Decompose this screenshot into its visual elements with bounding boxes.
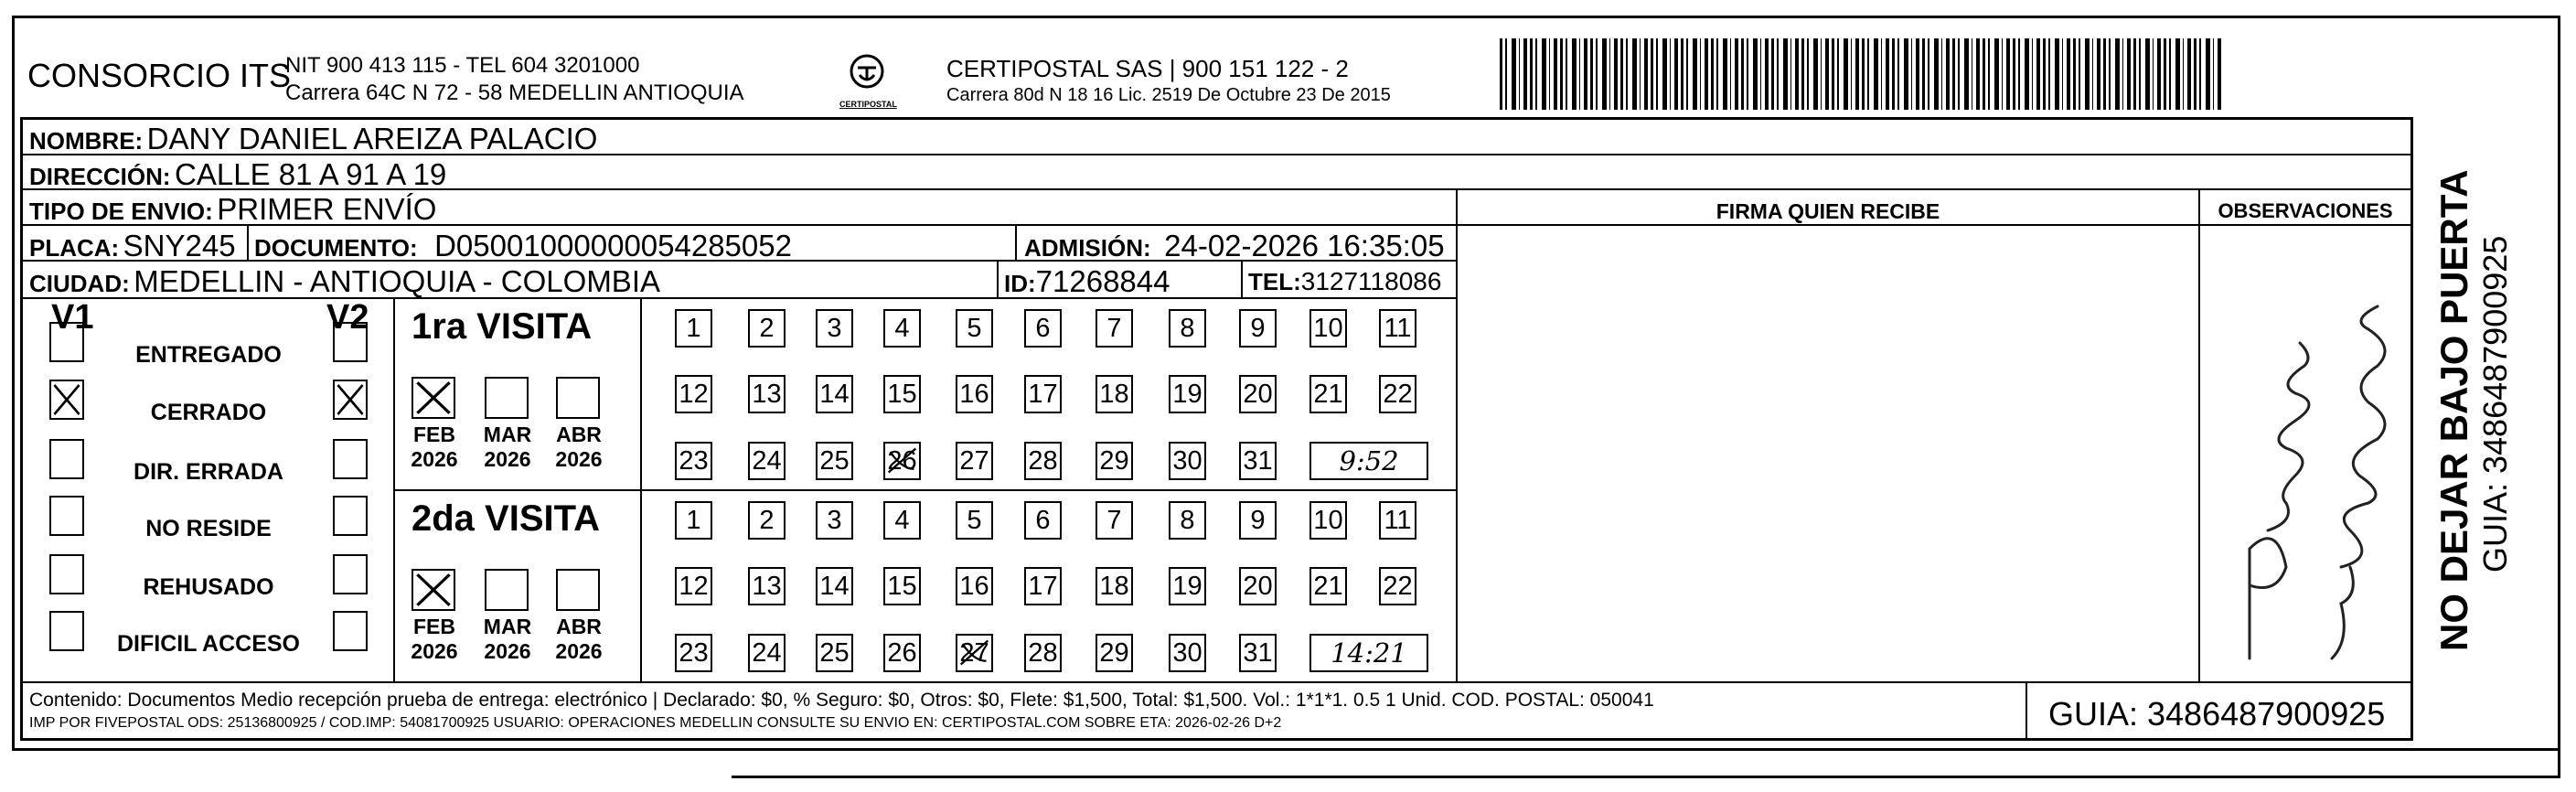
- v2-checkbox[interactable]: [333, 554, 368, 594]
- placa-row: [29, 229, 236, 263]
- day-number: 17: [1028, 380, 1058, 409]
- day-number: 19: [1172, 380, 1202, 409]
- day-cell-31[interactable]: [1239, 442, 1277, 480]
- day-number: 3: [827, 506, 842, 535]
- day-number: 31: [1243, 638, 1273, 668]
- nombre-row: [29, 122, 597, 156]
- day-cell-4[interactable]: [883, 309, 921, 348]
- footer-imp: IMP POR FIVEPOSTAL ODS: 25136800925 / COD.IMP: 54081700925 USUARIO: OPERACIONES MEDELLIN CONSULTE SU ENVIO EN: CERTIPOSTAL.COM SOBRE ETA: 2026-02-26 D+2: [29, 715, 1282, 731]
- day-number: 16: [959, 572, 989, 601]
- day-cell-23[interactable]: [675, 634, 712, 672]
- day-cell-3[interactable]: [816, 501, 853, 540]
- documento-row: [254, 229, 792, 263]
- day-number: 24: [752, 446, 782, 476]
- v1-header: V1: [51, 298, 94, 337]
- observaciones-header: OBSERVACIONES: [2218, 199, 2393, 222]
- day-number: 7: [1106, 314, 1122, 343]
- day-number: 4: [894, 506, 910, 535]
- v2-checkbox[interactable]: [333, 439, 368, 479]
- direccion-label: DIRECCIÓN:: [29, 163, 171, 190]
- v1-checkbox[interactable]: [49, 380, 84, 420]
- day-number: 12: [679, 380, 709, 409]
- month-year: 2026: [411, 447, 458, 471]
- day-number: 26: [887, 638, 917, 668]
- company-line1: NIT 900 413 115 - TEL 604 3201000: [285, 53, 640, 78]
- status-label: REHUSADO: [143, 574, 274, 600]
- day-cell-12[interactable]: [675, 567, 712, 605]
- tipo-row: [29, 192, 436, 227]
- day-number: 6: [1035, 506, 1051, 535]
- tipo-label: TIPO DE ENVIO:: [29, 198, 213, 225]
- day-cell-19[interactable]: [1169, 375, 1206, 413]
- day-number: 24: [752, 638, 782, 668]
- v2-checkbox[interactable]: [333, 496, 368, 536]
- day-number: 1: [686, 314, 701, 343]
- day-cell-9[interactable]: [1239, 501, 1277, 540]
- day-cell-21[interactable]: [1309, 375, 1347, 413]
- day-number: 2: [759, 314, 775, 343]
- day-cell-4[interactable]: [883, 501, 921, 540]
- status-label: CERRADO: [150, 400, 267, 425]
- day-number: 30: [1172, 446, 1202, 476]
- day-number: 19: [1172, 572, 1202, 601]
- day-cell-3[interactable]: [816, 309, 853, 348]
- month-year: 2026: [411, 639, 458, 663]
- day-number: 7: [1106, 506, 1122, 535]
- visit-time-cell[interactable]: 9:52: [1309, 442, 1428, 480]
- day-cell-27[interactable]: [956, 634, 993, 672]
- day-cell-14[interactable]: [816, 375, 853, 413]
- direccion-value: CALLE 81 A 91 A 19: [175, 157, 447, 191]
- month-label: [402, 615, 466, 664]
- day-cell-12[interactable]: [675, 375, 712, 413]
- day-cell-25[interactable]: [816, 442, 853, 480]
- day-number: 16: [959, 380, 989, 409]
- admision-label: ADMISIÓN:: [1024, 234, 1151, 262]
- day-cell-17[interactable]: [1024, 567, 1062, 605]
- tel-value: 3127118086: [1300, 267, 1442, 295]
- day-cell-13[interactable]: [748, 375, 786, 413]
- day-number: 13: [752, 380, 782, 409]
- v1-checkbox[interactable]: [49, 439, 84, 479]
- day-number: 27: [959, 638, 989, 668]
- v2-checkbox[interactable]: [333, 611, 368, 651]
- month-label: [547, 615, 611, 664]
- day-number: 25: [819, 638, 850, 668]
- month-label: [402, 423, 466, 472]
- day-cell-16[interactable]: [956, 567, 993, 605]
- placa-value: SNY245: [123, 229, 236, 262]
- month-year: 2026: [555, 447, 603, 471]
- day-number: 18: [1099, 572, 1129, 601]
- v1-checkbox[interactable]: [49, 496, 84, 536]
- day-cell-29[interactable]: [1096, 634, 1133, 672]
- month-name: ABR: [556, 423, 602, 446]
- ciudad-row: [29, 264, 660, 299]
- month-checkbox[interactable]: [412, 569, 455, 611]
- day-number: 30: [1172, 638, 1202, 668]
- visit-time-cell[interactable]: 14:21: [1309, 634, 1428, 672]
- day-cell-7[interactable]: [1096, 309, 1133, 348]
- day-number: 29: [1099, 638, 1129, 668]
- day-cell-28[interactable]: [1024, 634, 1062, 672]
- day-cell-21[interactable]: [1309, 567, 1347, 605]
- day-cell-27[interactable]: [956, 442, 993, 480]
- day-cell-2[interactable]: [748, 501, 786, 540]
- ciudad-label: CIUDAD:: [29, 270, 130, 297]
- vertical-no-dejar: NO DEJAR BAJO PUERTA: [2432, 169, 2475, 651]
- month-checkbox[interactable]: [485, 377, 529, 419]
- id-row: [1004, 264, 1170, 299]
- day-cell-26[interactable]: [883, 442, 921, 480]
- month-label: [476, 423, 540, 472]
- firma-header: FIRMA QUIEN RECIBE: [1716, 199, 1940, 223]
- day-number: 5: [967, 314, 982, 343]
- day-cell-16[interactable]: [956, 375, 993, 413]
- footer-contenido: Contenido: Documentos Medio recepción prueba de entrega: electrónico | Declarado: $0, % Seguro: $0, Otros: $0, Flete: $1,500, Total: $1,500. Vol.: 1*1*1. 0.5 1 Unid. COD. POSTAL: 050041: [29, 690, 1654, 711]
- day-number: 20: [1243, 572, 1273, 601]
- day-cell-8[interactable]: [1169, 501, 1206, 540]
- day-number: 10: [1313, 314, 1343, 343]
- direccion-row: [29, 157, 446, 192]
- day-number: 8: [1180, 314, 1195, 343]
- day-cell-26[interactable]: [883, 634, 921, 672]
- day-cell-6[interactable]: [1024, 309, 1062, 348]
- admision-row: [1024, 229, 1445, 263]
- day-cell-13[interactable]: [748, 567, 786, 605]
- day-number: 14: [819, 572, 850, 601]
- day-cell-14[interactable]: [816, 567, 853, 605]
- day-cell-10[interactable]: [1309, 309, 1347, 348]
- admision-value: 24-02-2026 16:35:05: [1164, 229, 1445, 262]
- month-checkbox[interactable]: [485, 569, 529, 611]
- day-number: 27: [959, 446, 989, 476]
- day-cell-18[interactable]: [1096, 567, 1133, 605]
- month-name: FEB: [413, 615, 455, 638]
- day-cell-11[interactable]: [1379, 309, 1416, 348]
- day-cell-24[interactable]: [748, 634, 786, 672]
- ciudad-value: MEDELLIN - ANTIOQUIA - COLOMBIA: [134, 264, 660, 298]
- placa-label: PLACA:: [29, 234, 120, 262]
- carrier-line1: CERTIPOSTAL SAS | 900 151 122 - 2: [946, 55, 1349, 82]
- tel-label: TEL:: [1248, 268, 1301, 295]
- v2-checkbox[interactable]: [333, 322, 368, 362]
- id-label: ID:: [1004, 270, 1036, 297]
- month-name: MAR: [483, 615, 532, 638]
- day-cell-20[interactable]: [1239, 375, 1277, 413]
- day-number: 22: [1383, 380, 1413, 409]
- day-number: 21: [1313, 380, 1343, 409]
- day-number: 25: [819, 446, 850, 476]
- day-cell-20[interactable]: [1239, 567, 1277, 605]
- day-cell-22[interactable]: [1379, 375, 1416, 413]
- day-number: 9: [1250, 314, 1266, 343]
- day-cell-9[interactable]: [1239, 309, 1277, 348]
- day-number: 21: [1313, 572, 1343, 601]
- day-number: 20: [1243, 380, 1273, 409]
- day-cell-29[interactable]: [1096, 442, 1133, 480]
- day-number: 11: [1384, 506, 1412, 535]
- day-number: 15: [887, 572, 917, 601]
- day-number: 31: [1243, 446, 1273, 476]
- day-number: 5: [967, 506, 982, 535]
- day-number: 2: [759, 506, 775, 535]
- day-cell-28[interactable]: [1024, 442, 1062, 480]
- company-name: CONSORCIO ITS: [27, 57, 292, 94]
- status-label: ENTREGADO: [135, 342, 282, 368]
- day-cell-6[interactable]: [1024, 501, 1062, 540]
- day-number: 28: [1028, 446, 1058, 476]
- day-cell-30[interactable]: [1169, 442, 1206, 480]
- v1-checkbox[interactable]: [49, 322, 84, 362]
- month-checkbox[interactable]: [556, 377, 600, 419]
- nombre-label: NOMBRE:: [29, 127, 144, 155]
- day-cell-15[interactable]: [883, 567, 921, 605]
- day-cell-2[interactable]: [748, 309, 786, 348]
- day-cell-18[interactable]: [1096, 375, 1133, 413]
- status-label: DIR. ERRADA: [134, 459, 283, 485]
- day-number: 17: [1028, 572, 1058, 601]
- day-number: 8: [1180, 506, 1195, 535]
- v2-header: V2: [326, 298, 369, 337]
- day-number: 11: [1384, 314, 1412, 343]
- day-cell-8[interactable]: [1169, 309, 1206, 348]
- visit-title: 1ra VISITA: [412, 306, 593, 347]
- day-number: 13: [752, 572, 782, 601]
- day-number: 6: [1035, 314, 1051, 343]
- day-number: 29: [1099, 446, 1129, 476]
- logo-text: CERTIPOSTAL: [839, 100, 897, 109]
- day-cell-15[interactable]: [883, 375, 921, 413]
- status-label: NO RESIDE: [145, 516, 272, 541]
- month-checkbox[interactable]: [412, 377, 455, 419]
- day-number: 22: [1383, 572, 1413, 601]
- day-cell-25[interactable]: [816, 634, 853, 672]
- day-number: 3: [827, 314, 842, 343]
- v2-checkbox[interactable]: [333, 380, 368, 420]
- day-number: 18: [1099, 380, 1129, 409]
- visit-title: 2da VISITA: [412, 498, 600, 539]
- day-number: 23: [679, 638, 709, 668]
- day-cell-30[interactable]: [1169, 634, 1206, 672]
- day-number: 23: [679, 446, 709, 476]
- day-number: 9: [1250, 506, 1266, 535]
- vertical-guia: GUIA: 3486487900925: [2476, 235, 2514, 573]
- day-cell-1[interactable]: [675, 501, 712, 540]
- day-number: 14: [819, 380, 850, 409]
- month-name: MAR: [483, 423, 532, 446]
- carrier-line2: Carrera 80d N 18 16 Lic. 2519 De Octubre 23 De 2015: [946, 85, 1391, 105]
- tel-row: [1248, 267, 1441, 296]
- month-name: ABR: [556, 615, 602, 638]
- day-cell-31[interactable]: [1239, 634, 1277, 672]
- certipostal-logo: [839, 51, 897, 115]
- nombre-value: DANY DANIEL AREIZA PALACIO: [146, 122, 598, 155]
- day-number: 15: [887, 380, 917, 409]
- month-label: [547, 423, 611, 472]
- status-label: DIFICIL ACCESO: [116, 631, 300, 657]
- day-cell-5[interactable]: [956, 501, 993, 540]
- footer-guia: GUIA: 3486487900925: [2048, 695, 2386, 733]
- day-cell-17[interactable]: [1024, 375, 1062, 413]
- barcode: [1500, 38, 2222, 110]
- day-cell-5[interactable]: [956, 309, 993, 348]
- day-number: 10: [1313, 506, 1343, 535]
- day-cell-11[interactable]: [1379, 501, 1416, 540]
- documento-value: D05001000000054285052: [434, 229, 792, 262]
- v1-checkbox[interactable]: [49, 554, 84, 594]
- day-cell-22[interactable]: [1379, 567, 1416, 605]
- month-name: FEB: [413, 423, 455, 446]
- month-checkbox[interactable]: [556, 569, 600, 611]
- id-value: 71268844: [1035, 264, 1170, 298]
- month-year: 2026: [484, 639, 531, 663]
- day-cell-19[interactable]: [1169, 567, 1206, 605]
- month-label: [476, 615, 540, 664]
- v1-checkbox[interactable]: [49, 611, 84, 651]
- day-number: 1: [686, 506, 701, 535]
- day-cell-1[interactable]: [675, 309, 712, 348]
- day-number: 28: [1028, 638, 1058, 668]
- day-number: 12: [679, 572, 709, 601]
- day-cell-23[interactable]: [675, 442, 712, 480]
- day-number: 4: [894, 314, 910, 343]
- day-cell-10[interactable]: [1309, 501, 1347, 540]
- month-year: 2026: [555, 639, 603, 663]
- day-number: 26: [887, 446, 917, 476]
- documento-label: DOCUMENTO:: [254, 234, 418, 262]
- day-cell-7[interactable]: [1096, 501, 1133, 540]
- month-year: 2026: [484, 447, 531, 471]
- day-cell-24[interactable]: [748, 442, 786, 480]
- company-line2: Carrera 64C N 72 - 58 MEDELLIN ANTIOQUIA: [285, 80, 744, 105]
- observaciones-handwriting: [2213, 293, 2405, 668]
- tipo-value: PRIMER ENVÍO: [217, 192, 437, 226]
